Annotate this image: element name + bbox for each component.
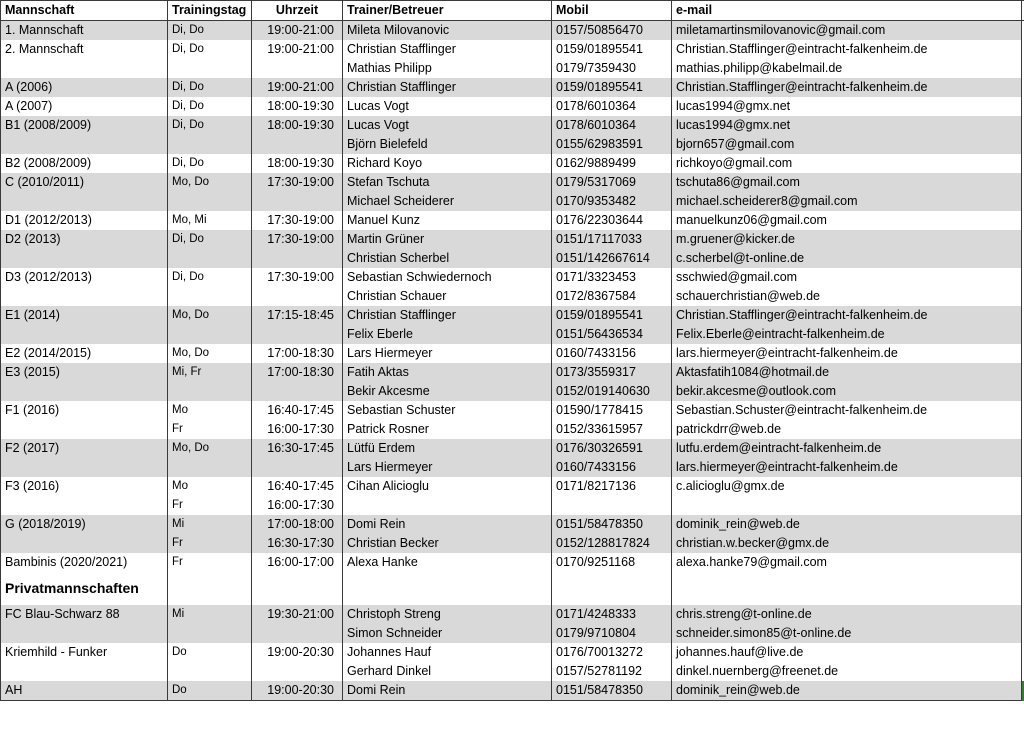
cell-email[interactable]: tschuta86@gmail.com: [672, 173, 1022, 192]
cell-trainingstag[interactable]: Fr: [168, 553, 252, 572]
table-row: [1, 553, 1024, 572]
cell-email[interactable]: Felix.Eberle@eintracht-falkenheim.de: [672, 325, 1022, 344]
cell-mannschaft[interactable]: F2 (2017): [1, 439, 168, 458]
cell-email[interactable]: mathias.philipp@kabelmail.de: [672, 59, 1022, 78]
cell-email[interactable]: lars.hiermeyer@eintracht-falkenheim.de: [672, 344, 1022, 363]
cell-mobil[interactable]: 0178/6010364: [552, 116, 672, 135]
table-row: [1, 458, 1024, 477]
cell-uhrzeit[interactable]: [252, 249, 343, 268]
cell-mannschaft[interactable]: [1, 624, 168, 643]
cell-mannschaft[interactable]: [1, 662, 168, 681]
cell-trainer[interactable]: Christian Stafflinger: [343, 306, 552, 325]
cell-mobil[interactable]: 0152/128817824: [552, 534, 672, 553]
cell-trainer[interactable]: Patrick Rosner: [343, 420, 552, 439]
table-row: [1, 534, 1024, 553]
cell-uhrzeit[interactable]: 19:00-21:00: [252, 21, 343, 41]
cell-trainingstag[interactable]: Fr: [168, 496, 252, 515]
cell-uhrzeit[interactable]: 17:15-18:45: [252, 306, 343, 325]
section-header-row: [1, 572, 1024, 605]
cell-mannschaft[interactable]: A (2007): [1, 97, 168, 116]
cell-trainer[interactable]: Christian Stafflinger: [343, 40, 552, 59]
cell-email[interactable]: alexa.hanke79@gmail.com: [672, 553, 1022, 572]
cell-mannschaft[interactable]: FC Blau-Schwarz 88: [1, 605, 168, 624]
cell-mobil[interactable]: 0176/70013272: [552, 643, 672, 662]
cell-trainer[interactable]: Martin Grüner: [343, 230, 552, 249]
table-row: [1, 401, 1024, 420]
cell-mannschaft[interactable]: F3 (2016): [1, 477, 168, 496]
cell-uhrzeit[interactable]: [252, 192, 343, 211]
cell-trainer[interactable]: Gerhard Dinkel: [343, 662, 552, 681]
cell-trainingstag[interactable]: Mi: [168, 605, 252, 624]
cell-mannschaft[interactable]: [1, 59, 168, 78]
cell-email[interactable]: schneider.simon85@t-online.de: [672, 624, 1022, 643]
cell-email[interactable]: christian.w.becker@gmx.de: [672, 534, 1022, 553]
cell-email[interactable]: manuelkunz06@gmail.com: [672, 211, 1022, 230]
cell-email[interactable]: lucas1994@gmx.net: [672, 116, 1022, 135]
table-row: [1, 78, 1024, 97]
cell-mobil[interactable]: 0157/52781192: [552, 662, 672, 681]
cell-uhrzeit[interactable]: 17:00-18:00: [252, 515, 343, 534]
cell-email[interactable]: bekir.akcesme@outlook.com: [672, 382, 1022, 401]
cell-trainingstag[interactable]: [168, 382, 252, 401]
cell-trainingstag[interactable]: Di, Do: [168, 154, 252, 173]
cell-mobil[interactable]: 0179/7359430: [552, 59, 672, 78]
cell-mannschaft[interactable]: [1, 287, 168, 306]
cell-trainer[interactable]: Richard Koyo: [343, 154, 552, 173]
cell-trainingstag[interactable]: Mo: [168, 401, 252, 420]
header-cell-email[interactable]: e-mail: [672, 1, 1022, 21]
table-row: [1, 268, 1024, 287]
cell-mannschaft[interactable]: B1 (2008/2009): [1, 116, 168, 135]
cell-trainer[interactable]: Lütfü Erdem: [343, 439, 552, 458]
cell-mobil[interactable]: 0160/7433156: [552, 458, 672, 477]
table-row: [1, 287, 1024, 306]
cell-mannschaft[interactable]: [1, 192, 168, 211]
cell-trainingstag[interactable]: Di, Do: [168, 78, 252, 97]
cell-trainingstag[interactable]: [168, 458, 252, 477]
cell-email[interactable]: c.scherbel@t-online.de: [672, 249, 1022, 268]
cell-email[interactable]: lucas1994@gmx.net: [672, 97, 1022, 116]
table-row: [1, 325, 1024, 344]
cell-trainingstag[interactable]: Do: [168, 681, 252, 701]
cell-mannschaft[interactable]: F1 (2016): [1, 401, 168, 420]
cell-email[interactable]: Aktasfatih1084@hotmail.de: [672, 363, 1022, 382]
table-row: [1, 643, 1024, 662]
cell-uhrzeit[interactable]: 16:30-17:30: [252, 534, 343, 553]
header-cell-mannschaft[interactable]: Mannschaft: [1, 1, 168, 21]
table-row: [1, 605, 1024, 624]
table-row: [1, 230, 1024, 249]
cell-trainingstag[interactable]: Mo, Do: [168, 173, 252, 192]
cell-mobil[interactable]: 0159/01895541: [552, 306, 672, 325]
cell-trainingstag[interactable]: Mo: [168, 477, 252, 496]
cell-trainingstag[interactable]: [168, 135, 252, 154]
table-row: [1, 439, 1024, 458]
cell-trainer[interactable]: Felix Eberle: [343, 325, 552, 344]
cell-trainingstag[interactable]: Mi, Fr: [168, 363, 252, 382]
cell-trainer[interactable]: Manuel Kunz: [343, 211, 552, 230]
table-row: [1, 624, 1024, 643]
cell-uhrzeit[interactable]: 19:30-21:00: [252, 605, 343, 624]
cell-trainer[interactable]: Christian Scherbel: [343, 249, 552, 268]
table-body: [1, 21, 1024, 701]
cell-trainer[interactable]: Christoph Streng: [343, 605, 552, 624]
table-row: [1, 97, 1024, 116]
cell-mobil[interactable]: 0155/62983591: [552, 135, 672, 154]
cell-trainer[interactable]: Bekir Akcesme: [343, 382, 552, 401]
cell-mannschaft[interactable]: [1, 135, 168, 154]
cell-mannschaft[interactable]: D3 (2012/2013): [1, 268, 168, 287]
table-row: [1, 344, 1024, 363]
cell-mobil[interactable]: 0171/4248333: [552, 605, 672, 624]
table-row: [1, 306, 1024, 325]
cell-mobil[interactable]: 0157/50856470: [552, 21, 672, 41]
cell-trainer[interactable]: Johannes Hauf: [343, 643, 552, 662]
cell-mobil[interactable]: 0151/17117033: [552, 230, 672, 249]
cell-mannschaft[interactable]: 2. Mannschaft: [1, 40, 168, 59]
cell-trainingstag[interactable]: Di, Do: [168, 21, 252, 41]
cell-uhrzeit[interactable]: 16:40-17:45: [252, 477, 343, 496]
cell-mannschaft[interactable]: E2 (2014/2015): [1, 344, 168, 363]
cell-mobil[interactable]: 0176/22303644: [552, 211, 672, 230]
cell-trainingstag[interactable]: Mo, Do: [168, 344, 252, 363]
cell-uhrzeit[interactable]: 17:30-19:00: [252, 173, 343, 192]
table-row: [1, 681, 1024, 701]
cell-trainer[interactable]: Alexa Hanke: [343, 553, 552, 572]
cell-trainer[interactable]: Lars Hiermeyer: [343, 344, 552, 363]
table-row: [1, 21, 1024, 41]
cell-mobil[interactable]: [552, 496, 672, 515]
cell-trainer[interactable]: Lucas Vogt: [343, 116, 552, 135]
cell-uhrzeit[interactable]: [252, 624, 343, 643]
cell-trainingstag[interactable]: Do: [168, 643, 252, 662]
cell-email[interactable]: Christian.Stafflinger@eintracht-falkenheim.de: [672, 40, 1022, 59]
cell-uhrzeit[interactable]: 19:00-20:30: [252, 643, 343, 662]
cell-trainer[interactable]: Björn Bielefeld: [343, 135, 552, 154]
cell-trainingstag[interactable]: [168, 59, 252, 78]
cell-trainer[interactable]: Lars Hiermeyer: [343, 458, 552, 477]
cell-uhrzeit[interactable]: [252, 135, 343, 154]
cell-email[interactable]: sschwied@gmail.com: [672, 268, 1022, 287]
cell-trainingstag[interactable]: [168, 624, 252, 643]
header-row: [1, 1, 1024, 21]
cell-trainer[interactable]: Michael Scheiderer: [343, 192, 552, 211]
table-row: [1, 363, 1024, 382]
table-row: [1, 116, 1024, 135]
cell-email[interactable]: Christian.Stafflinger@eintracht-falkenheim.de: [672, 306, 1022, 325]
cell-email[interactable]: johannes.hauf@live.de: [672, 643, 1022, 662]
cell-uhrzeit[interactable]: 17:00-18:30: [252, 363, 343, 382]
cell-mannschaft[interactable]: [1, 534, 168, 553]
cell-trainer[interactable]: Simon Schneider: [343, 624, 552, 643]
table-row: [1, 40, 1024, 59]
cell-email[interactable]: miletamartinsmilovanovic@gmail.com: [672, 21, 1022, 41]
cell-email[interactable]: schauerchristian@web.de: [672, 287, 1022, 306]
cell-uhrzeit[interactable]: 16:30-17:45: [252, 439, 343, 458]
cell-mannschaft[interactable]: C (2010/2011): [1, 173, 168, 192]
header-cell-trainingstag[interactable]: Trainingstag: [168, 1, 252, 21]
cell-mannschaft[interactable]: [1, 496, 168, 515]
cell-mobil[interactable]: 0170/9251168: [552, 553, 672, 572]
cell-trainingstag[interactable]: Fr: [168, 534, 252, 553]
cell-trainer[interactable]: Sebastian Schwiedernoch: [343, 268, 552, 287]
cell-mannschaft[interactable]: [1, 382, 168, 401]
cell-mobil[interactable]: 0151/142667614: [552, 249, 672, 268]
cell-trainer[interactable]: Cihan Alicioglu: [343, 477, 552, 496]
cell-mobil[interactable]: 01590/1778415: [552, 401, 672, 420]
cell-trainer[interactable]: Domi Rein: [343, 515, 552, 534]
table-row: [1, 59, 1024, 78]
cell-email[interactable]: lutfu.erdem@eintracht-falkenheim.de: [672, 439, 1022, 458]
cell-mannschaft[interactable]: [1, 458, 168, 477]
cell-mobil[interactable]: 0152/019140630: [552, 382, 672, 401]
table-row: [1, 135, 1024, 154]
cell-mannschaft[interactable]: Bambinis (2020/2021): [1, 553, 168, 572]
table-row: [1, 496, 1024, 515]
cell-mobil[interactable]: 0171/3323453: [552, 268, 672, 287]
cell-trainingstag[interactable]: [168, 572, 252, 605]
cell-mobil[interactable]: [552, 572, 672, 605]
cell-mobil[interactable]: 0172/8367584: [552, 287, 672, 306]
table-row: [1, 662, 1024, 681]
cell-uhrzeit[interactable]: 19:00-21:00: [252, 40, 343, 59]
cell-uhrzeit[interactable]: 17:30-19:00: [252, 268, 343, 287]
table-row: [1, 154, 1024, 173]
cell-trainer[interactable]: Christian Schauer: [343, 287, 552, 306]
cell-mobil[interactable]: 0151/56436534: [552, 325, 672, 344]
cell-trainer[interactable]: Christian Stafflinger: [343, 78, 552, 97]
cell-mobil[interactable]: 0160/7433156: [552, 344, 672, 363]
cell-trainingstag[interactable]: [168, 192, 252, 211]
cell-mannschaft[interactable]: D2 (2013): [1, 230, 168, 249]
cell-email[interactable]: c.alicioglu@gmx.de: [672, 477, 1022, 496]
cell-mobil[interactable]: 0179/9710804: [552, 624, 672, 643]
cell-mannschaft[interactable]: [1, 249, 168, 268]
cell-uhrzeit[interactable]: [252, 287, 343, 306]
cell-email[interactable]: richkoyo@gmail.com: [672, 154, 1022, 173]
cell-trainingstag[interactable]: [168, 287, 252, 306]
cell-trainingstag[interactable]: Mo, Do: [168, 306, 252, 325]
cell-mobil[interactable]: 0179/5317069: [552, 173, 672, 192]
cell-trainer[interactable]: Lucas Vogt: [343, 97, 552, 116]
cell-uhrzeit[interactable]: [252, 59, 343, 78]
cell-mobil[interactable]: 0162/9889499: [552, 154, 672, 173]
cell-trainer[interactable]: Mileta Milovanovic: [343, 21, 552, 41]
cell-uhrzeit[interactable]: 19:00-21:00: [252, 78, 343, 97]
cell-email[interactable]: chris.streng@t-online.de: [672, 605, 1022, 624]
cell-trainingstag[interactable]: Di, Do: [168, 40, 252, 59]
cell-email[interactable]: lars.hiermeyer@eintracht-falkenheim.de: [672, 458, 1022, 477]
cell-uhrzeit[interactable]: 18:00-19:30: [252, 154, 343, 173]
cell-mobil[interactable]: 0151/58478350: [552, 515, 672, 534]
cell-trainingstag[interactable]: Mi: [168, 515, 252, 534]
cell-trainer[interactable]: Stefan Tschuta: [343, 173, 552, 192]
cell-trainer[interactable]: Fatih Aktas: [343, 363, 552, 382]
cell-mobil[interactable]: 0152/33615957: [552, 420, 672, 439]
cell-mobil[interactable]: 0159/01895541: [552, 78, 672, 97]
cell-uhrzeit[interactable]: 19:00-20:30: [252, 681, 343, 701]
table-row: [1, 477, 1024, 496]
cell-mannschaft[interactable]: G (2018/2019): [1, 515, 168, 534]
header-cell-uhrzeit[interactable]: Uhrzeit: [252, 1, 343, 21]
table-row: [1, 192, 1024, 211]
table-row: [1, 382, 1024, 401]
header-cell-trainer[interactable]: Trainer/Betreuer: [343, 1, 552, 21]
cell-mannschaft[interactable]: [1, 325, 168, 344]
cell-email[interactable]: m.gruener@kicker.de: [672, 230, 1022, 249]
cell-email[interactable]: dinkel.nuernberg@freenet.de: [672, 662, 1022, 681]
cell-trainer[interactable]: Domi Rein: [343, 681, 552, 701]
cell-mannschaft[interactable]: D1 (2012/2013): [1, 211, 168, 230]
cell-uhrzeit[interactable]: 16:40-17:45: [252, 401, 343, 420]
cell-trainingstag[interactable]: [168, 325, 252, 344]
cell-trainingstag[interactable]: [168, 249, 252, 268]
cell-uhrzeit[interactable]: [252, 662, 343, 681]
cell-uhrzeit[interactable]: [252, 572, 343, 605]
cell-uhrzeit[interactable]: 17:00-18:30: [252, 344, 343, 363]
cell-uhrzeit[interactable]: [252, 458, 343, 477]
cell-uhrzeit[interactable]: 17:30-19:00: [252, 211, 343, 230]
cell-uhrzeit[interactable]: 16:00-17:30: [252, 496, 343, 515]
cell-uhrzeit[interactable]: [252, 325, 343, 344]
cell-uhrzeit[interactable]: 17:30-19:00: [252, 230, 343, 249]
cell-uhrzeit[interactable]: 18:00-19:30: [252, 116, 343, 135]
cell-trainingstag[interactable]: Mo, Do: [168, 439, 252, 458]
cell-mobil[interactable]: 0173/3559317: [552, 363, 672, 382]
cell-mobil[interactable]: 0159/01895541: [552, 40, 672, 59]
cell-trainer[interactable]: [343, 496, 552, 515]
cell-email[interactable]: bjorn657@gmail.com: [672, 135, 1022, 154]
header-cell-mobil[interactable]: Mobil: [552, 1, 672, 21]
cell-trainer[interactable]: Christian Becker: [343, 534, 552, 553]
cell-trainingstag[interactable]: Di, Do: [168, 230, 252, 249]
cell-uhrzeit[interactable]: 16:00-17:00: [252, 553, 343, 572]
cell-uhrzeit[interactable]: 18:00-19:30: [252, 97, 343, 116]
cell-trainingstag[interactable]: [168, 662, 252, 681]
cell-mannschaft[interactable]: B2 (2008/2009): [1, 154, 168, 173]
cell-email[interactable]: [672, 496, 1022, 515]
cell-trainer[interactable]: Sebastian Schuster: [343, 401, 552, 420]
cell-mannschaft[interactable]: A (2006): [1, 78, 168, 97]
cell-mannschaft[interactable]: Kriemhild - Funker: [1, 643, 168, 662]
cell-email[interactable]: dominik_rein@web.de: [672, 515, 1022, 534]
cell-email[interactable]: Christian.Stafflinger@eintracht-falkenheim.de: [672, 78, 1022, 97]
table-row: [1, 515, 1024, 534]
cell-mannschaft[interactable]: AH: [1, 681, 168, 701]
cell-trainingstag[interactable]: Fr: [168, 420, 252, 439]
cell-email[interactable]: michael.scheiderer8@gmail.com: [672, 192, 1022, 211]
cell-trainingstag[interactable]: Di, Do: [168, 268, 252, 287]
cell-mobil[interactable]: 0171/8217136: [552, 477, 672, 496]
cell-mannschaft[interactable]: E3 (2015): [1, 363, 168, 382]
cell-mannschaft[interactable]: [1, 420, 168, 439]
cell-mobil[interactable]: 0176/30326591: [552, 439, 672, 458]
cell-trainer[interactable]: Mathias Philipp: [343, 59, 552, 78]
cell-mannschaft[interactable]: 1. Mannschaft: [1, 21, 168, 41]
cell-uhrzeit[interactable]: 16:00-17:30: [252, 420, 343, 439]
table-row: [1, 249, 1024, 268]
cell-email[interactable]: patrickdrr@web.de: [672, 420, 1022, 439]
cell-email[interactable]: [672, 572, 1022, 605]
cell-mannschaft[interactable]: Privatmannschaften: [1, 572, 168, 605]
cell-trainingstag[interactable]: Mo, Mi: [168, 211, 252, 230]
cell-trainingstag[interactable]: Di, Do: [168, 97, 252, 116]
table-row: [1, 173, 1024, 192]
cell-trainer[interactable]: [343, 572, 552, 605]
cell-trainingstag[interactable]: Di, Do: [168, 116, 252, 135]
table-row: [1, 211, 1024, 230]
cell-uhrzeit[interactable]: [252, 382, 343, 401]
cell-mobil[interactable]: 0151/58478350: [552, 681, 672, 701]
cell-mobil[interactable]: 0170/9353482: [552, 192, 672, 211]
table-row: [1, 420, 1024, 439]
cell-mobil[interactable]: 0178/6010364: [552, 97, 672, 116]
cell-email[interactable]: dominik_rein@web.de: [672, 681, 1022, 701]
cell-email[interactable]: Sebastian.Schuster@eintracht-falkenheim.de: [672, 401, 1022, 420]
cell-mannschaft[interactable]: E1 (2014): [1, 306, 168, 325]
